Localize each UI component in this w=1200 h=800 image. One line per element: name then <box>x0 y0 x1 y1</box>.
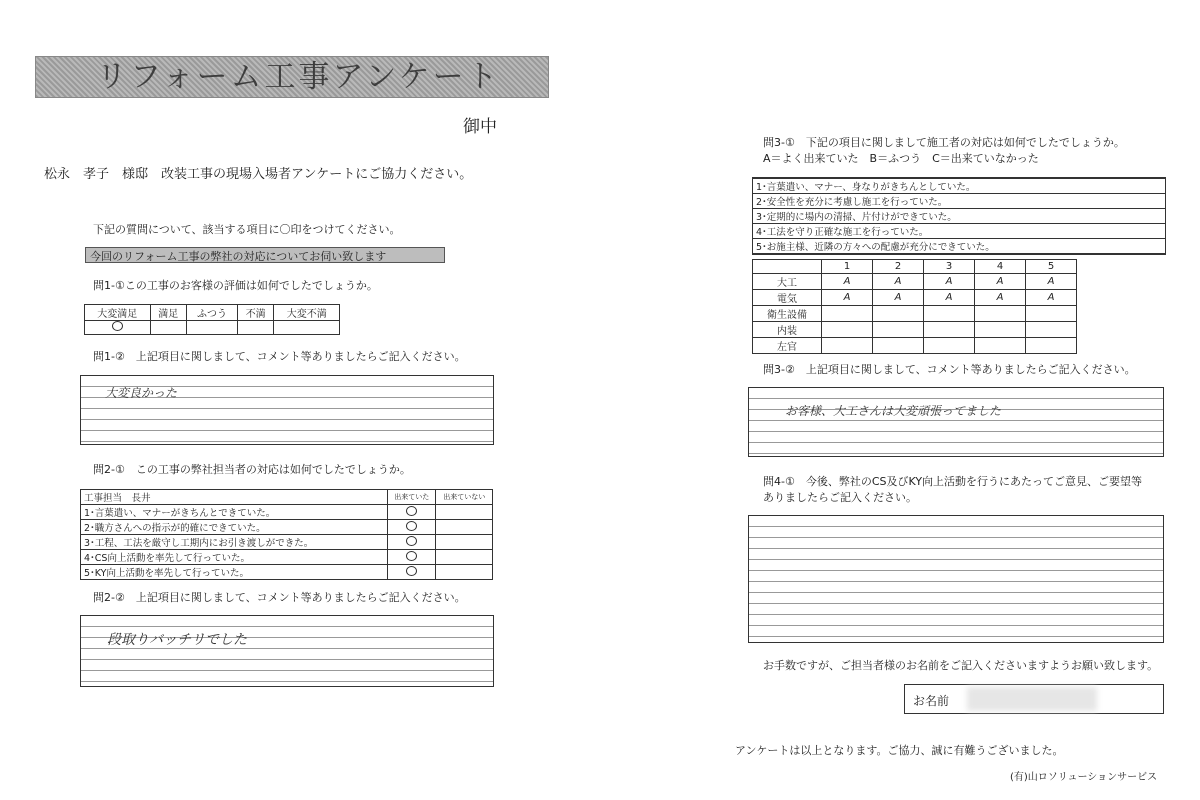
staff-answer-cell[interactable] <box>436 535 493 550</box>
grid-cell[interactable]: A <box>873 274 924 290</box>
grid-col-header: 3 <box>924 260 975 274</box>
grid-cell[interactable]: A <box>1026 290 1077 306</box>
col-header-done: 出来ていた <box>388 490 436 505</box>
grid-row-label: 左官 <box>753 338 822 354</box>
rating-cell[interactable] <box>150 321 186 335</box>
circle-mark-icon <box>406 551 417 561</box>
q3-legend: A＝よく出来ていた B＝ふつう C＝出来ていなかった <box>763 152 1039 165</box>
staff-answer-cell[interactable] <box>388 550 436 565</box>
q1-2-text: 問1-② 上記項目に関しまして、コメント等ありましたらご記入ください。 <box>93 350 466 363</box>
q2-2-text: 問2-② 上記項目に関しまして、コメント等ありましたらご記入ください。 <box>93 591 466 604</box>
q4-1-text-line2: ありましたらご記入ください。 <box>763 491 917 504</box>
q2-1-text: 問2-① この工事の弊社担当者の対応は如何でしたでしょうか。 <box>93 463 411 476</box>
q4-1-comment-box[interactable] <box>748 515 1164 643</box>
rating-header: 不満 <box>237 305 273 321</box>
staff-evaluation-table <box>80 489 493 580</box>
survey-title: リフォーム工事アンケート <box>96 59 501 95</box>
company-name: (有)山ロソリューションサービス <box>1010 772 1158 783</box>
title-banner <box>35 56 549 98</box>
grid-cell[interactable] <box>822 306 873 322</box>
rating-cell[interactable] <box>237 321 273 335</box>
grid-cell[interactable] <box>1026 306 1077 322</box>
q3-item: 1･言葉遣い、マナー、身なりがきちんとしていた。 <box>753 179 1165 194</box>
staff-answer-cell[interactable] <box>436 505 493 520</box>
staff-item: 2･職方さんへの指示が的確にできていた。 <box>81 520 388 535</box>
q3-items-box <box>752 177 1166 255</box>
grid-cell[interactable] <box>873 338 924 354</box>
grid-cell[interactable] <box>1026 338 1077 354</box>
grid-cell[interactable] <box>975 338 1026 354</box>
q3-item: 4･工法を守り正確な施工を行っていた。 <box>753 224 1165 239</box>
section-banner-text: 今回のリフォーム工事の弊社の対応についてお伺い致します <box>90 250 387 263</box>
q2-2-handwritten-answer: 段取りバッチリでした <box>107 632 247 648</box>
q1-1-text: 問1-①この工事のお客様の評価は如何でしたでしょうか。 <box>93 279 378 292</box>
grid-corner <box>753 260 822 274</box>
staff-item: 4･CS向上活動を率先して行っていた。 <box>81 550 388 565</box>
grid-row-label: 衛生設備 <box>753 306 822 322</box>
blurred-name <box>967 687 1097 711</box>
grid-cell[interactable]: A <box>975 290 1026 306</box>
staff-answer-cell[interactable] <box>388 520 436 535</box>
grid-cell[interactable] <box>924 306 975 322</box>
grid-cell[interactable] <box>822 338 873 354</box>
rating-cell-circled[interactable] <box>85 321 151 335</box>
rating-header: 大変不満 <box>274 305 340 321</box>
q3-2-text: 問3-② 上記項目に関しまして、コメント等ありましたらご記入ください。 <box>763 363 1136 376</box>
staff-item: 3･工程、工法を厳守し工期内にお引き渡しができた。 <box>81 535 388 550</box>
rating-cell[interactable] <box>274 321 340 335</box>
rating-header: 満足 <box>150 305 186 321</box>
circle-mark-icon <box>406 506 417 516</box>
rating-table <box>84 304 340 335</box>
q1-2-comment-box[interactable] <box>80 375 494 445</box>
q3-item: 3･定期的に場内の清掃、片付けができていた。 <box>753 209 1165 224</box>
staff-answer-cell[interactable] <box>388 565 436 580</box>
grid-row-label: 内装 <box>753 322 822 338</box>
grid-cell[interactable]: A <box>873 290 924 306</box>
grid-cell[interactable]: A <box>822 274 873 290</box>
grid-cell[interactable] <box>873 322 924 338</box>
q3-1-text: 問3-① 下記の項目に関しまして施工者の対応は如何でしたでしょうか。 <box>763 136 1125 149</box>
grid-cell[interactable]: A <box>924 290 975 306</box>
circle-mark-icon <box>406 536 417 546</box>
grid-cell[interactable] <box>975 322 1026 338</box>
circle-mark-icon <box>406 566 417 576</box>
name-request-text: お手数ですが、ご担当者様のお名前をご記入くださいますようお願い致します。 <box>763 659 1159 672</box>
q2-2-comment-box[interactable] <box>80 615 494 687</box>
instruction-text: 下記の質問について、該当する項目に〇印をつけてください。 <box>93 223 401 236</box>
name-field[interactable] <box>904 684 1164 714</box>
q3-2-comment-box[interactable] <box>748 387 1164 457</box>
grid-cell[interactable]: A <box>1026 274 1077 290</box>
grid-col-header: 2 <box>873 260 924 274</box>
grid-col-header: 4 <box>975 260 1026 274</box>
rating-cell[interactable] <box>186 321 237 335</box>
grid-col-header: 1 <box>822 260 873 274</box>
grid-row-label: 電気 <box>753 290 822 306</box>
intro-text: 松永 孝子 様邸 改装工事の現場入場者アンケートにご協力ください。 <box>44 167 473 182</box>
name-label: お名前 <box>913 694 950 708</box>
staff-name-header: 工事担当 長井 <box>81 490 388 505</box>
grid-col-header: 5 <box>1026 260 1077 274</box>
grid-cell[interactable]: A <box>975 274 1026 290</box>
q3-item: 2･安全性を充分に考慮し施工を行っていた。 <box>753 194 1165 209</box>
section-banner <box>85 247 445 263</box>
grid-cell[interactable]: A <box>924 274 975 290</box>
q4-1-text-line1: 問4-① 今後、弊社のCS及びKY向上活動を行うにあたってご意見、ご要望等 <box>763 475 1143 488</box>
q1-2-handwritten-answer: 大変良かった <box>105 386 178 400</box>
rating-header: 大変満足 <box>85 305 151 321</box>
grid-cell[interactable] <box>924 322 975 338</box>
col-header-not-done: 出来ていない <box>436 490 493 505</box>
grid-cell[interactable] <box>975 306 1026 322</box>
staff-answer-cell[interactable] <box>436 565 493 580</box>
staff-item: 5･KY向上活動を率先して行っていた。 <box>81 565 388 580</box>
grid-cell[interactable] <box>873 306 924 322</box>
circle-mark-icon <box>406 521 417 531</box>
grid-cell[interactable] <box>1026 322 1077 338</box>
staff-answer-cell[interactable] <box>388 505 436 520</box>
grid-cell[interactable] <box>924 338 975 354</box>
rating-header: ふつう <box>186 305 237 321</box>
circle-mark-icon <box>112 321 123 331</box>
staff-answer-cell[interactable] <box>436 520 493 535</box>
onchu-label: 御中 <box>463 117 497 137</box>
grid-cell[interactable] <box>822 322 873 338</box>
staff-answer-cell[interactable] <box>388 535 436 550</box>
staff-item: 1･言葉遣い、マナーがきちんとできていた。 <box>81 505 388 520</box>
grid-row-label: 大工 <box>753 274 822 290</box>
q3-2-handwritten-answer: お客様、大工さんは大変頑張ってました <box>785 404 1002 418</box>
contractor-grid <box>752 259 1077 354</box>
q3-item: 5･お施主様、近隣の方々への配慮が充分にできていた。 <box>753 239 1165 254</box>
closing-text: アンケートは以上となります。ご協力、誠に有難うございました。 <box>735 744 1064 757</box>
staff-answer-cell[interactable] <box>436 550 493 565</box>
grid-cell[interactable]: A <box>822 290 873 306</box>
